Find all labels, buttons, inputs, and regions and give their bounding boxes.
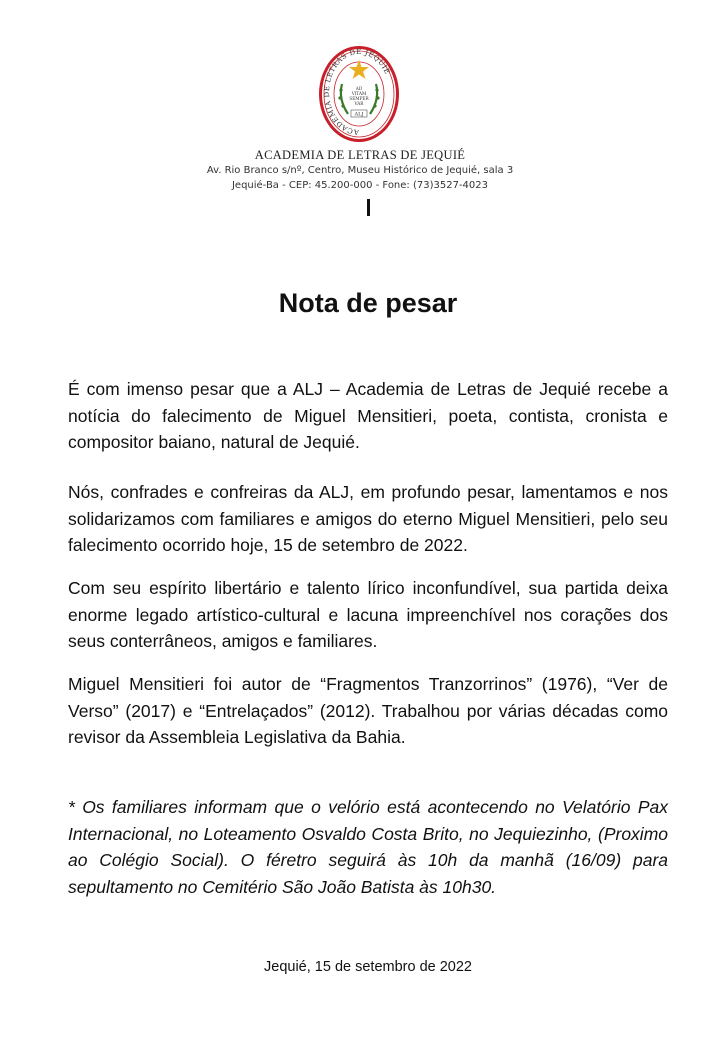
funeral-note: * Os familiares informam que o velório está acontecendo no Velatório Pax Internacional, no Loteamento Osvaldo Costa Brito, no Jequiezinho, (Proximo ao Colégio Social). O féretro seguirá às 10h da manhã (16/09) para sepultamento no Cemitério São João Batista às 10h30.: [68, 797, 668, 897]
paragraph-4: Miguel Mensitieri foi autor de “Fragmentos Tranzorrinos” (1976), “Ver de Verso” (2017) e “Entrelaçados” (2012). Trabalhou por várias décadas como revisor da Assembleia Legislativa da Bahia.: [68, 674, 668, 747]
date-line: Jequié, 15 de setembro de 2022: [264, 959, 472, 975]
address-line-1: Av. Rio Branco s/nº, Centro, Museu Histórico de Jequié, sala 3: [206, 165, 514, 176]
svg-text:SEMPER: SEMPER: [349, 96, 369, 101]
svg-text:AD: AD: [355, 86, 363, 91]
academia-seal: [318, 44, 400, 144]
org-name: ACADEMIA DE LETRAS DE JEQUIÉ: [254, 148, 466, 162]
text-cursor-bar: [367, 199, 370, 216]
svg-text:VAR: VAR: [354, 101, 364, 106]
paragraph-3: Com seu espírito libertário e talento lírico inconfundível, sua partida deixa enorme legado artístico-cultural e lacuna impreenchível nos corações dos seus conterrâneos, amigos e familiares.: [68, 578, 668, 651]
paragraph-2: Nós, confrades e confreiras da ALJ, em profundo pesar, lamentamos e nos solidarizamos com familiares e amigos do eterno Miguel Mensitieri, pelo seu falecimento ocorrido hoje, 15 de setembro de 2022.: [68, 482, 668, 555]
paragraph-1: É com imenso pesar que a ALJ – Academia de Letras de Jequié recebe a notícia do falecimento de Miguel Mensitieri, poeta, contista, cronista e compositor baiano, natural de Jequié.: [68, 379, 668, 452]
page-title: Nota de pesar: [278, 288, 458, 318]
svg-text:ACADEMIA DE LETRAS DE JEQUIÉ: ACADEMIA DE LETRAS DE JEQUIÉ: [322, 47, 392, 137]
address-line-2: Jequié-Ba - CEP: 45.200-000 - Fone: (73)3527-4023: [231, 180, 489, 191]
svg-text:ALJ: ALJ: [354, 111, 364, 118]
svg-text:VITAM: VITAM: [351, 91, 367, 96]
seal-emblem-icon: [318, 44, 400, 144]
